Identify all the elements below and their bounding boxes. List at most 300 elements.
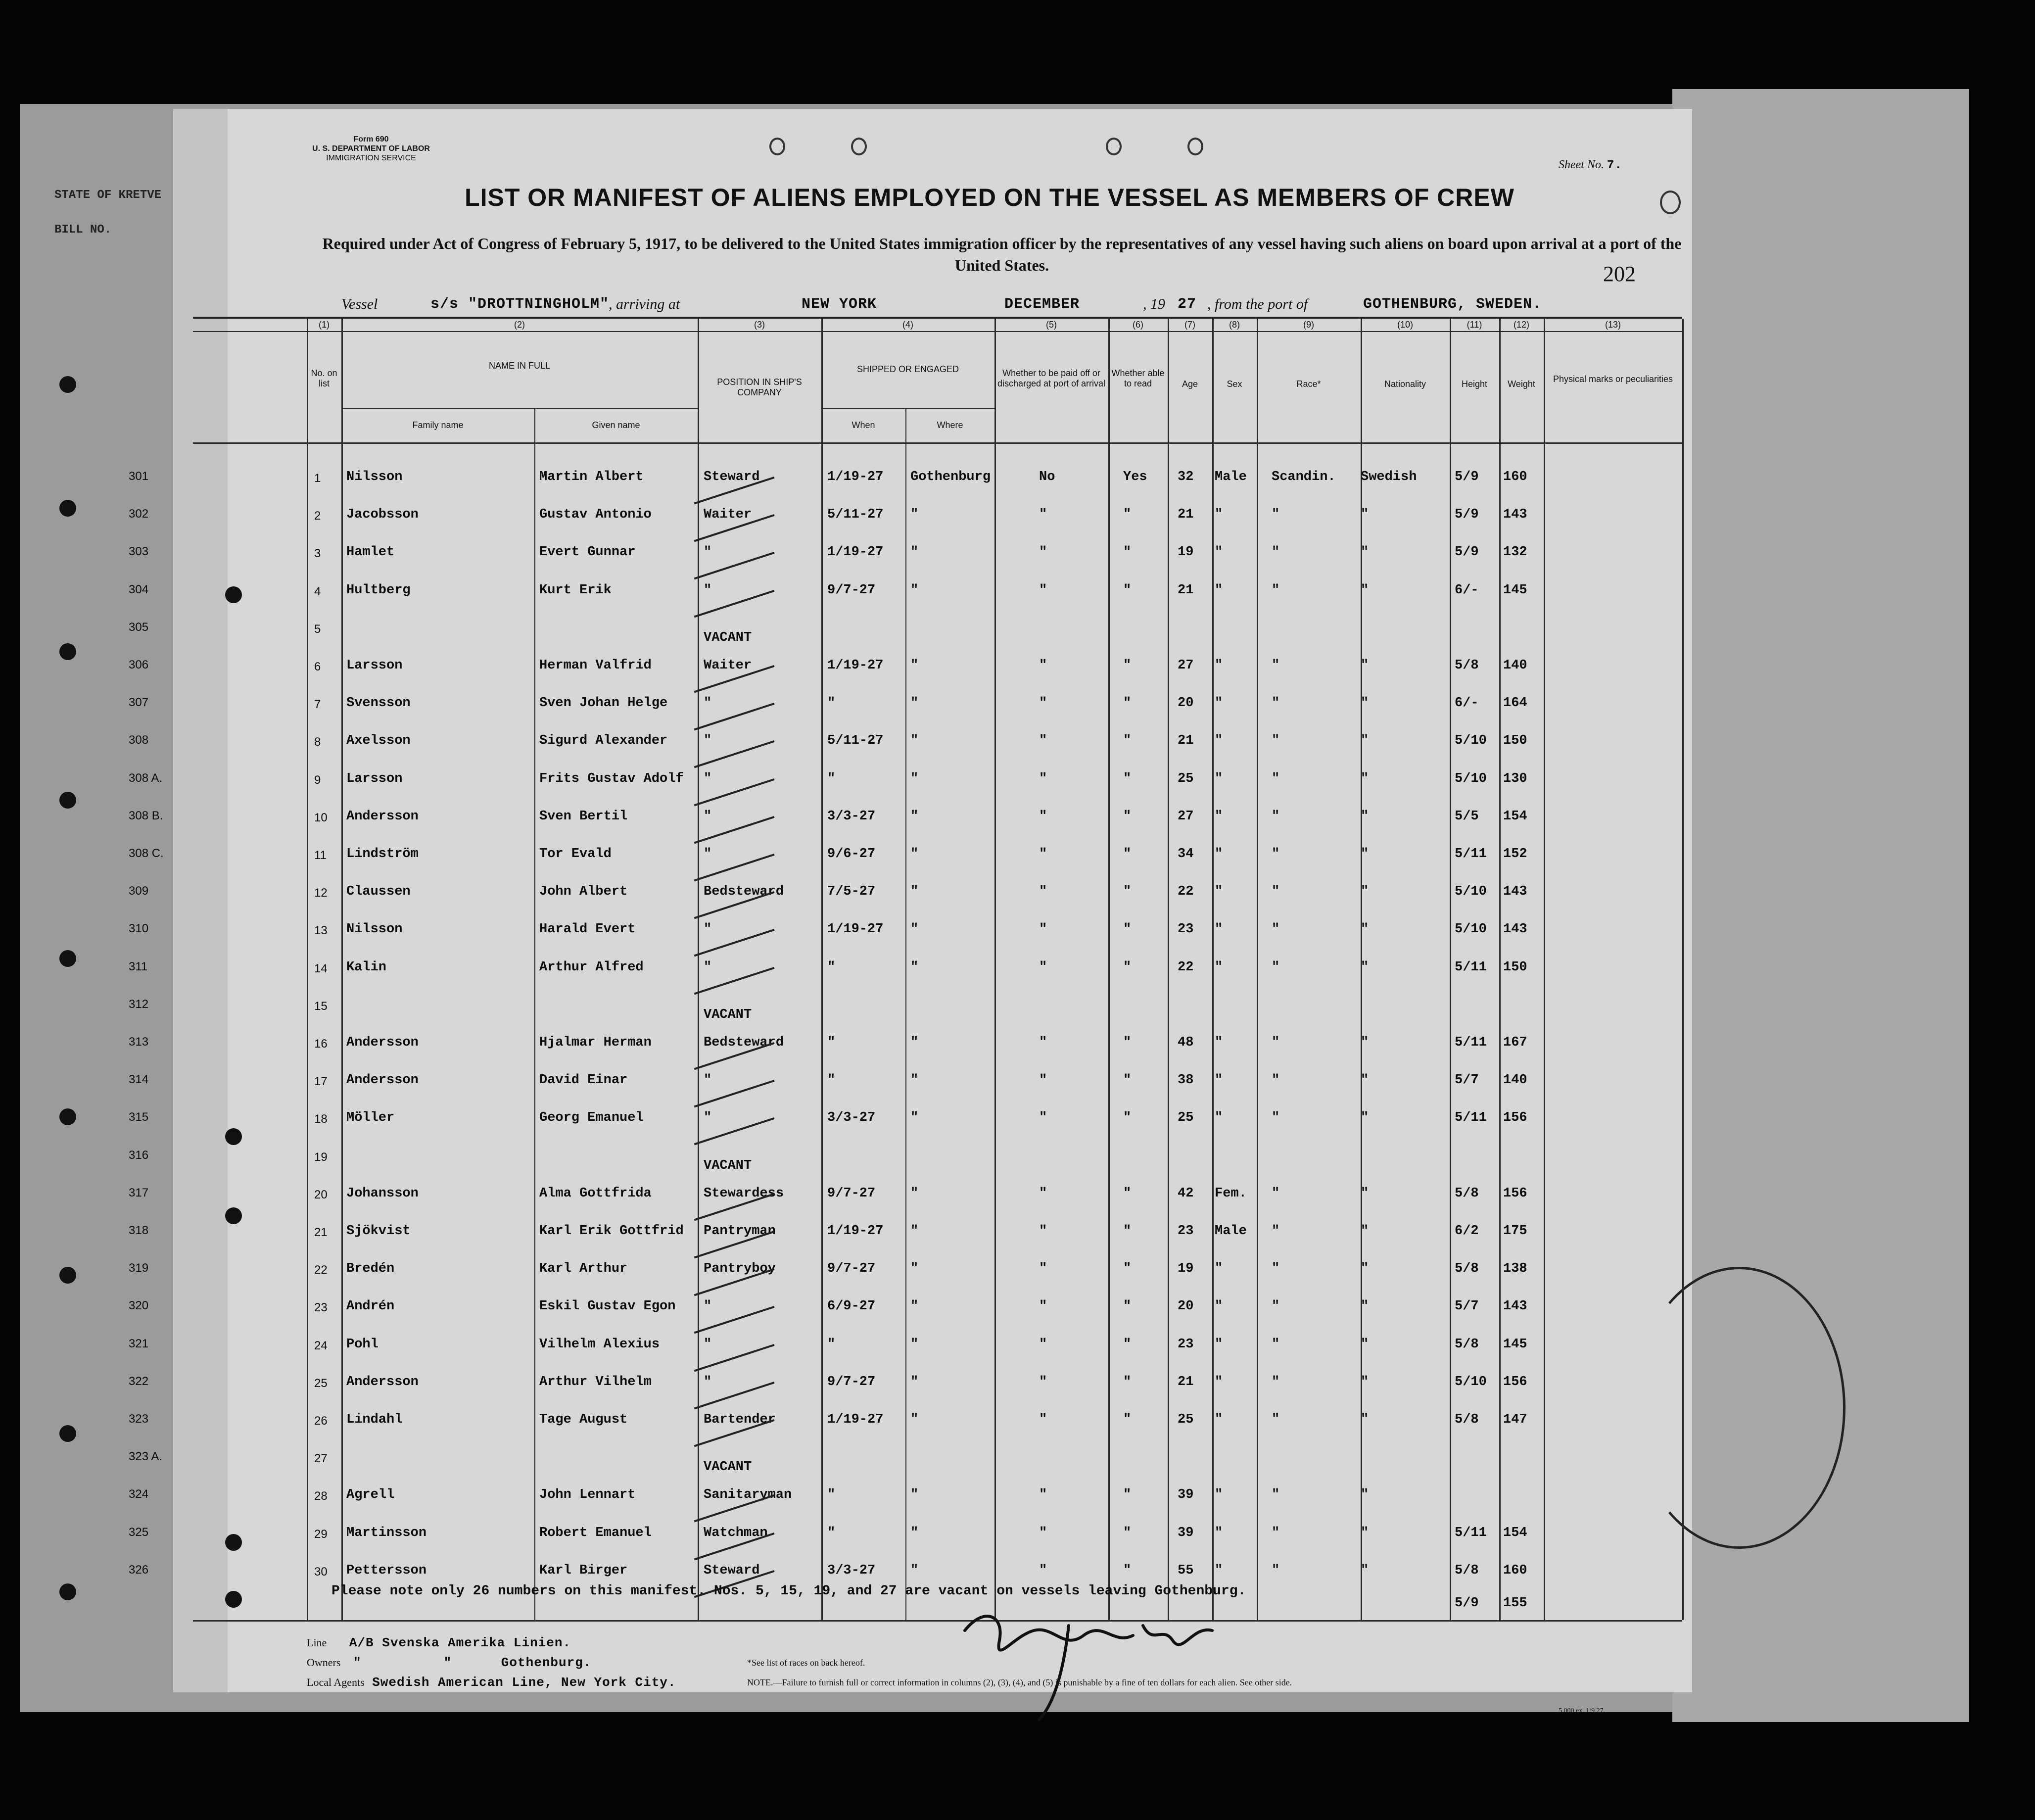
cell-weight: 140 <box>1503 1073 1527 1088</box>
cell-when: 3/3-27 <box>827 1110 876 1126</box>
cell-family: Andersson <box>346 1035 419 1050</box>
cell-position: " <box>704 1299 712 1314</box>
cell-where: " <box>910 959 919 975</box>
cell-position: " <box>704 582 712 598</box>
row-index: 303 <box>129 545 149 559</box>
cell-where: " <box>910 696 919 711</box>
cell-race: " <box>1272 1487 1280 1503</box>
crew-table: (1) No. on list (2) NAME IN FULL Family name Given name (3) POSITION IN SHIP'S COMPANY (4) SHIPPED OR ENGAGED When Where (5) Whether to be paid off or discharged at port of arrival (6) Whether able to read (7) Age (8) Sex (9) Race* (10) Nationality (11) Height (12) Weight (13) Physical marks or peculiarities 301 1 Nilsson Martin Albert Steward 1/19-27 Gothenburg No Yes 32 Male Scandin. Swedish 5/9 160 302 2 Jacobsson Gustav Antonio Waiter 5/11-27 " " " 21 " " " 5/9 143 303 3 Hamlet Evert Gunnar " 1/19-27 " " " 19 " " " 5/9 132 304 4 Hultberg Kurt Erik " 9/7-27 " " " 21 " " " 6/- 145 305 5 VACANT 306 6 Larsson Herman Valfrid Waiter 1/19-27 " " " 27 " " " 5/8 140 307 7 Svensson Sven Johan Helge " " " " " 20 " " " 6/- 164 308 8 Axelsson Sigurd Alexander " 5/11-27 " " " 21 " " " 5/10 150 308 A. 9 Larsson Frits Gustav Adolf " " " " " 25 " " " 5/10 130 308 B. 10 Andersson Sven Bertil " 3/3-27 " " " 27 " " " 5/5 154 308 C. 11 Lindström Tor Evald " 9/6-27 " " " 34 " " " 5/11 152 309 12 Claussen John Albert Bedsteward 7/5-27 " " " 22 " " " 5/10 143 310 13 Nilsson Harald Evert " 1/19-27 " " " 23 " " " 5/10 143 311 14 Kalin Arthur Alfred " " " " " 22 " " " 5/11 150 312 15 VACANT 313 16 Andersson Hjalmar Herman Bedsteward " " " " 48 " " " 5/11 167 314 17 Andersson David Einar " " " " " 38 " " " 5/7 140 315 18 Möller Georg Emanuel " 3/3-27 " " " 25 " " " 5/11 156 316 19 VACANT 317 20 Johansson Alma Gottfrida Stewardess 9/7-27 " " " 42 Fem. " " 5/8 156 318 21 Sjökvist Karl Erik Gottfrid Pantryman 1/19-27 " " " 23 Male " " 6/2 175 319 22 Bredén Karl Arthur Pantryboy 9/7-27 " " " 19 " " " 5/8 138 320 23 Andrén Eskil Gustav Egon " 6/9-27 " " " 20 " " " 5/7 143 321 24 Pohl Vilhelm Alexius " " " " " 23 " " " 5/8 145 322 25 Andersson Arthur Vilhelm " 9/7-27 " " " 21 " " " 5/10 156 323 26 Lindahl Tage August Bartender 1/19-27 " " " 25 " " " 5/8 147 323 A. 27 VACANT 324 28 Agrell John Lennart Sanitaryman " " " " 39 " " " 325 29 Martinsson Robert Emanuel Watchman " " " " 39 " " " 5/11 154 326 30 Pettersson Karl Birger Steward 3/3-27 " " " 55 " " " 5/8 160 5/9 155 <box>193 317 1682 1620</box>
cell-position: Waiter <box>704 507 752 523</box>
cell-where: Gothenburg <box>910 470 991 484</box>
cell-height: 5/10 <box>1455 733 1487 749</box>
cell-where: " <box>910 1525 919 1540</box>
cell-read: " <box>1123 1487 1132 1503</box>
row-number: 15 <box>314 999 328 1013</box>
row-number: 6 <box>314 660 321 673</box>
cell-sex: " <box>1215 545 1223 560</box>
cell-sex: Male <box>1215 470 1247 484</box>
cell-paid: " <box>1039 809 1047 824</box>
cell-paid: " <box>1039 733 1047 749</box>
cell-where: " <box>910 1299 919 1314</box>
cell-nat: " <box>1361 1224 1369 1239</box>
cell-height: 5/9 <box>1455 1596 1479 1611</box>
cell-when: 1/19-27 <box>827 658 884 673</box>
cell-race: " <box>1272 696 1280 711</box>
cell-paid: " <box>1039 959 1047 975</box>
cell-read: " <box>1123 1412 1132 1427</box>
cell-when: 9/7-27 <box>827 582 876 598</box>
row-index: 302 <box>129 507 149 521</box>
column-header-where: Where <box>937 420 963 430</box>
cell-given: John Lennart <box>539 1487 636 1503</box>
cell-where: " <box>910 922 919 937</box>
cell-height: 5/8 <box>1455 1261 1479 1277</box>
cell-paid: " <box>1039 1525 1047 1540</box>
cell-sex: " <box>1215 1487 1223 1503</box>
row-number: 18 <box>314 1112 328 1126</box>
cell-age: 25 <box>1178 1412 1194 1427</box>
row-number: 23 <box>314 1301 328 1315</box>
row-index: 308 C. <box>129 847 164 860</box>
cell-when: " <box>827 1525 836 1540</box>
row-index: 308 B. <box>129 809 163 822</box>
cell-race: " <box>1272 1299 1280 1314</box>
cell-where: " <box>910 1110 919 1126</box>
row-number: 16 <box>314 1037 328 1051</box>
punch-hole <box>59 1267 76 1284</box>
cell-when: " <box>827 1487 836 1503</box>
column-header-given: Given name <box>592 420 640 430</box>
cell-race: " <box>1272 1412 1280 1427</box>
cell-when: 5/11-27 <box>827 507 884 523</box>
cell-position: " <box>704 696 712 711</box>
cell-where: " <box>910 884 919 900</box>
cell-sex: " <box>1215 1337 1223 1352</box>
cell-where: " <box>910 545 919 560</box>
cell-height: 6/2 <box>1455 1224 1479 1239</box>
cell-height: 5/7 <box>1455 1073 1479 1088</box>
cell-read: " <box>1123 884 1132 900</box>
cell-given: Harald Evert <box>539 922 636 937</box>
column-header-race: Race* <box>1296 379 1321 389</box>
cell-nat: " <box>1361 1563 1369 1578</box>
cell-nat: " <box>1361 959 1369 975</box>
cell-height: 5/9 <box>1455 470 1479 484</box>
cell-nat: " <box>1361 847 1369 862</box>
cell-nat: " <box>1361 507 1369 523</box>
cell-read: " <box>1123 1337 1132 1352</box>
row-number: 14 <box>314 961 328 975</box>
cell-when: 1/19-27 <box>827 545 884 560</box>
cell-nat: " <box>1361 696 1369 711</box>
cell-read: " <box>1123 1525 1132 1540</box>
row-number: 5 <box>314 622 321 636</box>
cell-when: 1/19-27 <box>827 1412 884 1427</box>
row-number: 2 <box>314 509 321 523</box>
cell-paid: " <box>1039 1035 1047 1050</box>
cell-position: VACANT <box>704 1158 752 1173</box>
cell-where: " <box>910 1487 919 1503</box>
cell-read: " <box>1123 1035 1132 1050</box>
column-header-family: Family name <box>412 420 464 430</box>
cell-sex: " <box>1215 1110 1223 1126</box>
cell-sex: " <box>1215 959 1223 975</box>
cell-weight: 175 <box>1503 1224 1527 1239</box>
cell-family: Sjökvist <box>346 1224 411 1239</box>
cell-nat: " <box>1361 582 1369 598</box>
cell-where: " <box>910 658 919 673</box>
cell-given: Vilhelm Alexius <box>539 1337 660 1352</box>
cell-race: " <box>1272 771 1280 786</box>
row-number: 26 <box>314 1414 328 1428</box>
cell-when: 1/19-27 <box>827 1224 884 1239</box>
cell-paid: " <box>1039 1261 1047 1277</box>
penalty-note: NOTE.—Failure to furnish full or correct information in columns (2), (3), (4), and (5) is punishable by a fine of ten dollars for each alien. See other side. <box>747 1677 1292 1687</box>
cell-race: " <box>1272 658 1280 673</box>
row-index: 301 <box>129 470 149 483</box>
cell-given: John Albert <box>539 884 628 900</box>
row-index: 310 <box>129 922 149 936</box>
cell-nat: " <box>1361 658 1369 673</box>
row-index: 307 <box>129 696 149 710</box>
row-index: 321 <box>129 1337 149 1350</box>
cell-family: Andrén <box>346 1299 395 1314</box>
cell-given: Frits Gustav Adolf <box>539 771 684 786</box>
cell-age: 55 <box>1178 1563 1194 1578</box>
cell-weight: 155 <box>1503 1596 1527 1611</box>
cell-age: 25 <box>1178 771 1194 786</box>
cell-height: 5/11 <box>1455 959 1487 975</box>
row-number: 7 <box>314 698 321 712</box>
cell-race: " <box>1272 733 1280 749</box>
cell-family: Larsson <box>346 771 403 786</box>
cell-age: 19 <box>1178 545 1194 560</box>
cell-family: Hamlet <box>346 545 395 560</box>
row-number: 9 <box>314 773 321 787</box>
cell-sex: " <box>1215 733 1223 749</box>
cell-when: 1/19-27 <box>827 470 884 484</box>
cell-race: " <box>1272 582 1280 598</box>
cell-sex: " <box>1215 658 1223 673</box>
cell-given: Hjalmar Herman <box>539 1035 652 1050</box>
row-number: 10 <box>314 811 328 824</box>
officer-signature <box>955 1596 1262 1724</box>
cell-where: " <box>910 1374 919 1389</box>
cell-sex: " <box>1215 507 1223 523</box>
cell-age: 21 <box>1178 733 1194 749</box>
cell-height: 5/11 <box>1455 1035 1487 1050</box>
row-index: 317 <box>129 1186 149 1199</box>
cell-race: " <box>1272 1374 1280 1389</box>
column-header-nationality: Nationality <box>1384 379 1426 389</box>
row-index: 304 <box>129 582 149 596</box>
cell-weight: 152 <box>1503 847 1527 862</box>
cell-weight: 164 <box>1503 696 1527 711</box>
cell-height: 5/10 <box>1455 1374 1487 1389</box>
cell-paid: " <box>1039 582 1047 598</box>
punch-hole <box>59 643 76 660</box>
row-index: 306 <box>129 658 149 671</box>
cell-height: 5/8 <box>1455 1412 1479 1427</box>
cell-paid: " <box>1039 507 1047 523</box>
cell-age: 39 <box>1178 1487 1194 1503</box>
cell-when: 9/7-27 <box>827 1186 876 1201</box>
cell-age: 22 <box>1178 959 1194 975</box>
column-header-weight: Weight <box>1508 379 1535 389</box>
cell-height: 5/9 <box>1455 545 1479 560</box>
cell-position: " <box>704 771 712 786</box>
cell-sex: " <box>1215 1374 1223 1389</box>
cell-height: 5/8 <box>1455 658 1479 673</box>
cell-position: Steward <box>704 1563 760 1578</box>
cell-weight: 156 <box>1503 1186 1527 1201</box>
scanned-manifest: STATE OF KRETVE BILL NO. Form 690 U. S. DEPARTMENT OF LABOR IMMIGRATION SERVICE Sheet No. 7. LIST OR MANIFEST OF ALIENS EMPLOYED ON THE VESSEL AS MEMBERS OF CREW Required under Act of Congress of February 5, 1917, to be delivered to the United States immigration officer by the representatives of any vessel having such aliens on board upon arrival at a port of the United States. 202 Vessel s/s "DROTTNINGHOLM" , arriving at NEW YORK DECEMBER , 19 27 , from the port of GOTHENBURG, SWEDEN. (1) No. on list (2) NAME IN FULL Family name Given name (3) POSITION IN SHIP'S COMPANY (4) SHIPPED OR ENGAGED When Where (5) Whether to be paid off or discharged at port of arrival (6) Whether able to read (7) Age (8) Sex (9) Race* (10) Nationality (11) Height (12) Weight (13) Physical marks or peculiarities 301 1 Nilsson Martin Albert Steward 1/19-27 Gothenburg No Yes 32 Male Scandin. Swedish 5/9 160 302 2 Jacobsson Gustav Antonio Waiter 5/11-27 " " " 21 " " " 5/9 143 303 3 Hamlet Evert Gunnar " 1/19-27 " " " 19 " " " 5/9 132 304 4 Hultberg Kurt Erik " 9/7-27 " " " 21 " " " 6/- 145 305 5 VACANT 306 6 Larsson Herman Valfrid Waiter 1/19-27 " " " 27 " " " 5/8 140 307 7 Svensson Sven Johan Helge " " " " " 20 " " " 6/- 164 308 8 Axelsson Sigurd Alexander " 5/11-27 " " " 21 " " " 5/10 150 308 A. 9 Larsson Frits Gustav Adolf " " " " " 25 " " " 5/10 130 308 B. 10 Andersson Sven Bertil " 3/3-27 " " " 27 " " " 5/5 154 308 C. 11 Lindström Tor Evald " 9/6-27 " " " 34 " " " 5/11 152 309 12 Claussen John Albert Bedsteward 7/5-27 " " " 22 " " " 5/10 143 310 13 Nilsson Harald Evert " 1/19-27 " " " 23 " " " 5/10 143 311 14 Kalin Arthur Alfred " " " " " 22 " " " 5/11 150 312 15 VACANT 313 16 Andersson Hjalmar Herman Bedsteward " " " " 48 " " " 5/11 167 314 17 Andersson David Einar " " " " " 38 " " " 5/7 140 315 18 Möller Georg Emanuel " 3/3-27 " " " 25 " " " 5/11 156 316 19 VACANT 317 20 Johansson Alma Gottfrida Stewardess 9/7-27 " " " 42 Fem. " " 5/8 156 318 21 Sjökvist Karl Erik Gottfrid Pantryman 1/19-27 " " " 23 Male " " 6/2 175 319 22 Bredén Karl Arthur Pantryboy 9/7-27 " " " 19 " " " 5/8 138 320 23 Andrén Eskil Gustav Egon " 6/9-27 " " " 20 " " " 5/7 143 321 24 Pohl Vilhelm Alexius " " " " " 23 " " " 5/8 145 322 25 Andersson Arthur Vilhelm " 9/7-27 " " " 21 " " " 5/10 156 323 26 Lindahl Tage August Bartender 1/19-27 " " " 25 " " " 5/8 147 323 A. 27 VACANT 324 28 Agrell John Lennart Sanitaryman " " " " 39 " " " 325 29 Martinsson Robert Emanuel Watchman " " " " 39 " " " 5/11 154 326 30 Pettersson Karl Birger Steward 3/3-27 " " " 55 " " " 5/8 160 5/9 155 Please note only 26 numbers on this manifest. Nos. 5, 15, 19, and 27 are vacant on vessels leaving Gothenburg. Line A/B Svenska Amerika Linien. Owners " " Gothenburg. Local Agents Swedish American Line, New York City. *See list of races on back hereof. NOTE.—Failure to furnish full or correct information in columns (2), (3), (4), and (5) is punishable by a fine of ten dollars for each alien. See other side. 5,000 ex. 1/9 27. <box>0 0 2035 1820</box>
cell-age: 22 <box>1178 884 1194 900</box>
row-number: 30 <box>314 1565 328 1579</box>
cell-read: " <box>1123 959 1132 975</box>
cell-nat: " <box>1361 922 1369 937</box>
cell-given: Martin Albert <box>539 470 644 484</box>
races-note: *See list of races on back hereof. <box>747 1658 865 1668</box>
cell-height: 5/10 <box>1455 771 1487 786</box>
column-header-position: POSITION IN SHIP'S COMPANY <box>717 377 802 397</box>
cell-nat: " <box>1361 1374 1369 1389</box>
cell-when: 9/7-27 <box>827 1261 876 1277</box>
cell-paid: " <box>1039 1186 1047 1201</box>
cell-weight: 150 <box>1503 959 1527 975</box>
punch-hole <box>59 1425 76 1442</box>
form-header: Form 690 U. S. DEPARTMENT OF LABOR IMMIGRATION SERVICE <box>312 135 430 162</box>
cell-position: Stewardess <box>704 1186 784 1201</box>
row-index: 308 A. <box>129 771 163 785</box>
cell-race: " <box>1272 1110 1280 1126</box>
row-number: 28 <box>314 1489 328 1503</box>
row-index: 316 <box>129 1148 149 1162</box>
cell-paid: " <box>1039 1337 1047 1352</box>
punch-hole <box>59 1108 76 1125</box>
cell-where: " <box>910 1563 919 1578</box>
cell-race: " <box>1272 1073 1280 1088</box>
cell-nat: " <box>1361 733 1369 749</box>
row-index: 325 <box>129 1525 149 1539</box>
row-number: 20 <box>314 1188 328 1201</box>
cell-race: " <box>1272 959 1280 975</box>
owners-field: Owners " " Gothenburg. <box>307 1655 592 1670</box>
cell-weight: 167 <box>1503 1035 1527 1050</box>
cell-position: " <box>704 1337 712 1352</box>
cell-paid: " <box>1039 847 1047 862</box>
cell-paid: " <box>1039 545 1047 560</box>
cell-paid: " <box>1039 696 1047 711</box>
cell-family: Nilsson <box>346 470 403 484</box>
cell-nat: " <box>1361 771 1369 786</box>
punch-ring <box>1660 191 1681 214</box>
cell-when: " <box>827 1073 836 1088</box>
cell-position: Steward <box>704 470 760 484</box>
cell-given: Alma Gottfrida <box>539 1186 652 1201</box>
cell-weight: 154 <box>1503 1525 1527 1540</box>
cell-race: " <box>1272 1337 1280 1352</box>
cell-family: Bredén <box>346 1261 395 1277</box>
cell-weight: 145 <box>1503 1337 1527 1352</box>
cell-age: 25 <box>1178 1110 1194 1126</box>
cell-when: 6/9-27 <box>827 1299 876 1314</box>
cell-position: " <box>704 809 712 824</box>
cell-given: Tage August <box>539 1412 628 1427</box>
cell-read: " <box>1123 1299 1132 1314</box>
row-index: 318 <box>129 1224 149 1237</box>
cell-age: 19 <box>1178 1261 1194 1277</box>
cell-paid: " <box>1039 1110 1047 1126</box>
column-header-age: Age <box>1182 379 1198 389</box>
cell-weight: 154 <box>1503 809 1527 824</box>
side-stamp: STATE OF KRETVE BILL NO. <box>54 189 162 237</box>
cell-when: 9/7-27 <box>827 1374 876 1389</box>
cell-age: 21 <box>1178 582 1194 598</box>
cell-given: Karl Erik Gottfrid <box>539 1224 684 1239</box>
cell-family: Axelsson <box>346 733 411 749</box>
cell-read: " <box>1123 1073 1132 1088</box>
row-number: 1 <box>314 472 321 485</box>
cell-given: Sven Johan Helge <box>539 696 668 711</box>
cell-family: Andersson <box>346 1374 419 1389</box>
cell-sex: Fem. <box>1215 1186 1247 1201</box>
cell-position: VACANT <box>704 630 752 645</box>
punch-ring <box>1106 138 1122 155</box>
cell-sex: " <box>1215 884 1223 900</box>
cell-where: " <box>910 1337 919 1352</box>
cell-age: 20 <box>1178 696 1194 711</box>
cell-sex: " <box>1215 1261 1223 1277</box>
cell-weight: 132 <box>1503 545 1527 560</box>
cell-when: 3/3-27 <box>827 1563 876 1578</box>
cell-family: Pohl <box>346 1337 379 1352</box>
row-index: 308 <box>129 733 149 747</box>
punch-hole <box>59 950 76 967</box>
cell-age: 27 <box>1178 809 1194 824</box>
cell-position: Sanitaryman <box>704 1487 792 1503</box>
cell-nat: " <box>1361 1186 1369 1201</box>
cell-race: " <box>1272 1186 1280 1201</box>
cell-nat: " <box>1361 1110 1369 1126</box>
row-index: 326 <box>129 1563 149 1577</box>
cell-where: " <box>910 1261 919 1277</box>
cell-position: Bedsteward <box>704 884 784 900</box>
cell-race: " <box>1272 507 1280 523</box>
punch-ring <box>1187 138 1203 155</box>
cell-when: " <box>827 1035 836 1050</box>
cell-position: Bartender <box>704 1412 776 1427</box>
cell-where: " <box>910 1073 919 1088</box>
cell-given: Sigurd Alexander <box>539 733 668 749</box>
cell-where: " <box>910 1224 919 1239</box>
cell-height: 6/- <box>1455 582 1479 598</box>
cell-given: Robert Emanuel <box>539 1525 652 1540</box>
cell-read: " <box>1123 922 1132 937</box>
cell-read: " <box>1123 847 1132 862</box>
cell-paid: " <box>1039 1299 1047 1314</box>
row-number: 27 <box>314 1452 328 1466</box>
page-subtitle: Required under Act of Congress of February 5, 1917, to be delivered to the United States immigration officer by the representatives of any vessel having such aliens on board upon arrival at a port of the United States. <box>322 235 1682 274</box>
punch-hole <box>59 500 76 517</box>
cell-height: 5/8 <box>1455 1186 1479 1201</box>
line-field: Line A/B Svenska Amerika Linien. <box>307 1635 571 1650</box>
row-index: 323 A. <box>129 1450 163 1464</box>
cell-weight: 156 <box>1503 1110 1527 1126</box>
cell-family: Agrell <box>346 1487 395 1503</box>
cell-sex: " <box>1215 696 1223 711</box>
cell-family: Johansson <box>346 1186 419 1201</box>
cell-nat: " <box>1361 1299 1369 1314</box>
row-number: 3 <box>314 547 321 561</box>
row-index: 323 <box>129 1412 149 1426</box>
cell-read: " <box>1123 658 1132 673</box>
cell-position: VACANT <box>704 1460 752 1475</box>
cell-nat: " <box>1361 1487 1369 1503</box>
cell-sex: " <box>1215 582 1223 598</box>
cell-weight: 143 <box>1503 922 1527 937</box>
cell-age: 21 <box>1178 1374 1194 1389</box>
cell-given: Evert Gunnar <box>539 545 636 560</box>
cell-weight: 150 <box>1503 733 1527 749</box>
print-code: 5,000 ex. 1/9 27. <box>1559 1707 1606 1715</box>
cell-read: Yes <box>1123 470 1147 484</box>
cell-sex: " <box>1215 1563 1223 1578</box>
column-header-height: Height <box>1461 379 1488 389</box>
cell-family: Hultberg <box>346 582 411 598</box>
punch-hole <box>59 792 76 809</box>
row-number: 13 <box>314 924 328 938</box>
cell-race: Scandin. <box>1272 470 1336 484</box>
cell-where: " <box>910 582 919 598</box>
cell-nat: Swedish <box>1361 470 1417 484</box>
cell-read: " <box>1123 809 1132 824</box>
cell-paid: " <box>1039 658 1047 673</box>
cell-read: " <box>1123 696 1132 711</box>
cell-height: 5/11 <box>1455 1525 1487 1540</box>
cell-when: 3/3-27 <box>827 809 876 824</box>
cell-weight: 147 <box>1503 1412 1527 1427</box>
column-header-name: NAME IN FULL <box>488 361 551 371</box>
cell-when: " <box>827 771 836 786</box>
cell-where: " <box>910 847 919 862</box>
cell-read: " <box>1123 771 1132 786</box>
cell-race: " <box>1272 809 1280 824</box>
cell-where: " <box>910 1035 919 1050</box>
row-number: 11 <box>314 849 327 862</box>
row-index: 311 <box>129 959 148 973</box>
cell-position: Bedsteward <box>704 1035 784 1050</box>
row-index: 313 <box>129 1035 149 1049</box>
cell-given: Gustav Antonio <box>539 507 652 523</box>
cell-position: Watchman <box>704 1525 768 1540</box>
row-number: 25 <box>314 1376 328 1390</box>
cell-weight: 143 <box>1503 507 1527 523</box>
column-header-shipped: SHIPPED OR ENGAGED <box>856 364 959 374</box>
cell-paid: " <box>1039 1224 1047 1239</box>
cell-when: 7/5-27 <box>827 884 876 900</box>
cell-nat: " <box>1361 1337 1369 1352</box>
row-number: 29 <box>314 1527 328 1541</box>
punch-hole <box>59 376 76 393</box>
cell-position: " <box>704 847 712 862</box>
cell-age: 38 <box>1178 1073 1194 1088</box>
cell-nat: " <box>1361 809 1369 824</box>
row-number: 19 <box>314 1150 328 1164</box>
cell-read: " <box>1123 1186 1132 1201</box>
column-header-marks: Physical marks or peculiarities <box>1553 374 1673 384</box>
cell-family: Pettersson <box>346 1563 427 1578</box>
